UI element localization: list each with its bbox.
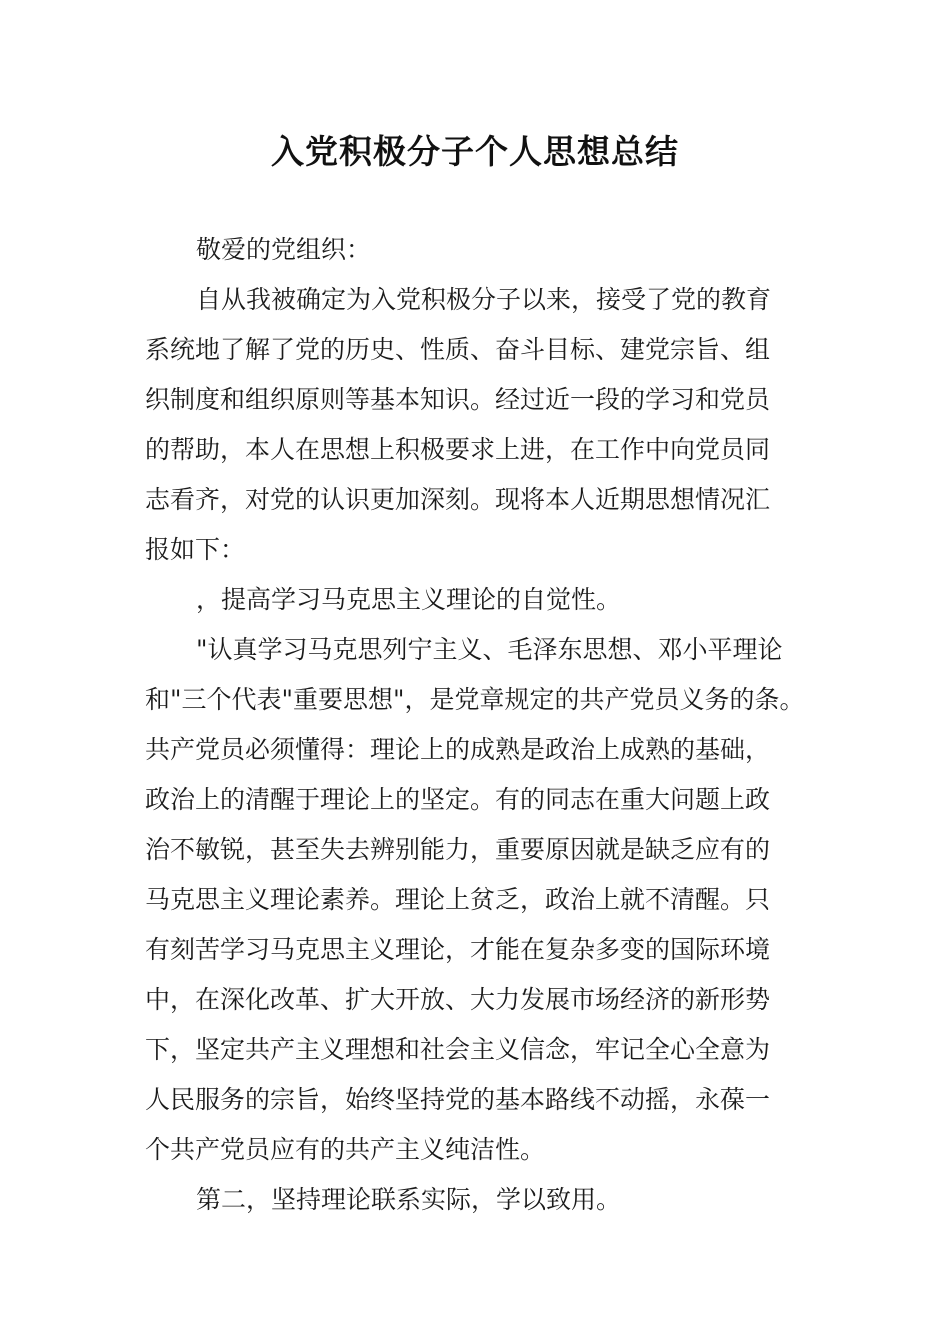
paragraph-line: 系统地了解了党的历史、性质、奋斗目标、建党宗旨、组 (145, 335, 771, 364)
paragraph-line: 中，在深化改革、扩大开放、大力发展市场经济的新形势 (145, 985, 771, 1014)
paragraph-line: 治不敏锐，甚至失去辨别能力，重要原因就是缺乏应有的 (145, 835, 771, 864)
paragraph-line: 志看齐，对党的认识更加深刻。现将本人近期思想情况汇 (145, 485, 771, 514)
paragraph-line: 下，坚定共产主义理想和社会主义信念，牢记全心全意为 (145, 1035, 771, 1064)
paragraph-line: 和"三个代表"重要思想"，是党章规定的共产党员义务的条。 (145, 685, 805, 714)
paragraph-line: 政治上的清醒于理论上的坚定。有的同志在重大问题上政 (145, 785, 771, 814)
paragraph-line: 报如下： (145, 535, 246, 564)
document-title: 入党积极分子个人思想总结 (271, 132, 679, 171)
section-heading-line: ，提高学习马克思主义理论的自觉性。 (196, 585, 622, 614)
paragraph-line: 的帮助，本人在思想上积极要求上进，在工作中向党员同 (145, 435, 771, 464)
salutation-line: 敬爱的党组织： (196, 235, 372, 264)
paragraph-line: 个共产党员应有的共产主义纯洁性。 (145, 1135, 546, 1164)
paragraph-line: 共产党员必须懂得：理论上的成熟是政治上成熟的基础， (145, 735, 771, 764)
paragraph-line: 人民服务的宗旨，始终坚持党的基本路线不动摇，永葆一 (145, 1085, 771, 1114)
paragraph-line: 马克思主义理论素养。理论上贫乏，政治上就不清醒。只 (145, 885, 771, 914)
paragraph-line: 自从我被确定为入党积极分子以来，接受了党的教育 (196, 285, 772, 314)
paragraph-line: 有刻苦学习马克思主义理论，才能在复杂多变的国际环境 (145, 935, 771, 964)
section-heading-line: 第二，坚持理论联系实际，学以致用。 (196, 1185, 622, 1214)
paragraph-line: "认真学习马克思列宁主义、毛泽东思想、邓小平理论 (196, 635, 783, 664)
paragraph-line: 织制度和组织原则等基本知识。经过近一段的学习和党员 (145, 385, 771, 414)
